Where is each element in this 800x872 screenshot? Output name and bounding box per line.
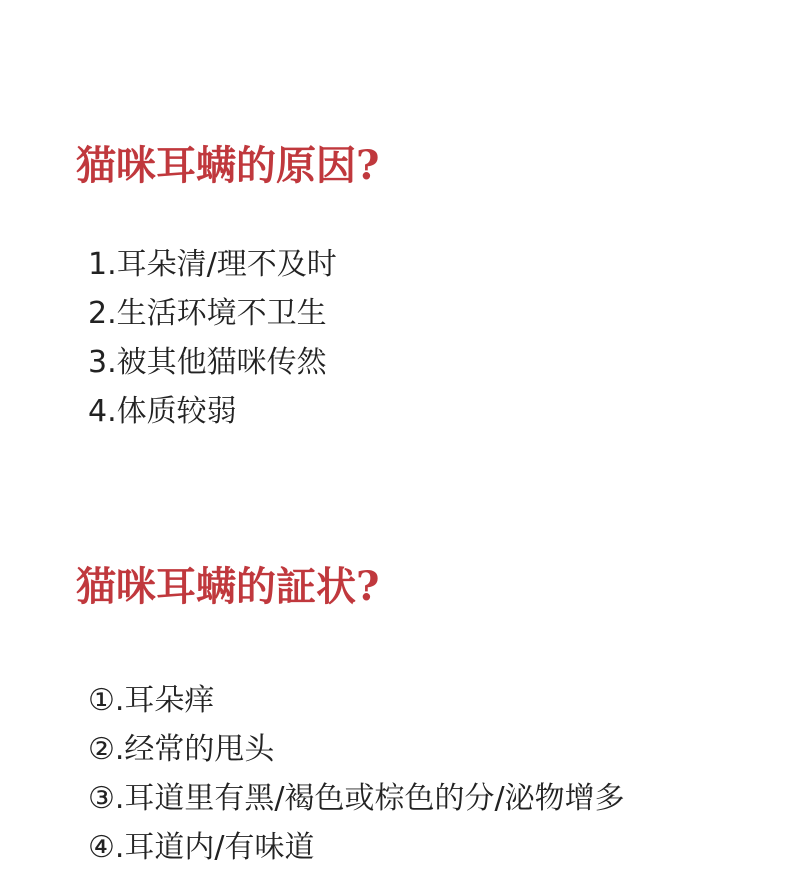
section-heading-causes: 猫咪耳螨的原因? xyxy=(76,142,380,189)
list-item: 4.体质较弱 xyxy=(88,394,237,429)
list-item: 2.生活环境不卫生 xyxy=(88,296,327,331)
causes-list xyxy=(88,240,337,436)
section-heading-symptoms: 猫咪耳螨的証状? xyxy=(76,563,380,610)
list-item: 3.被其他猫咪传然 xyxy=(88,345,327,380)
list-item: ④.耳道内/有味道 xyxy=(88,830,315,865)
symptoms-list xyxy=(88,676,625,872)
list-item: 1.耳朵清/理不及时 xyxy=(88,247,337,282)
list-item: ①.耳朵痒 xyxy=(88,683,215,718)
list-item: ③.耳道里有黑/褐色或棕色的分/泌物增多 xyxy=(88,781,625,816)
list-item: ②.经常的甩头 xyxy=(88,732,275,767)
